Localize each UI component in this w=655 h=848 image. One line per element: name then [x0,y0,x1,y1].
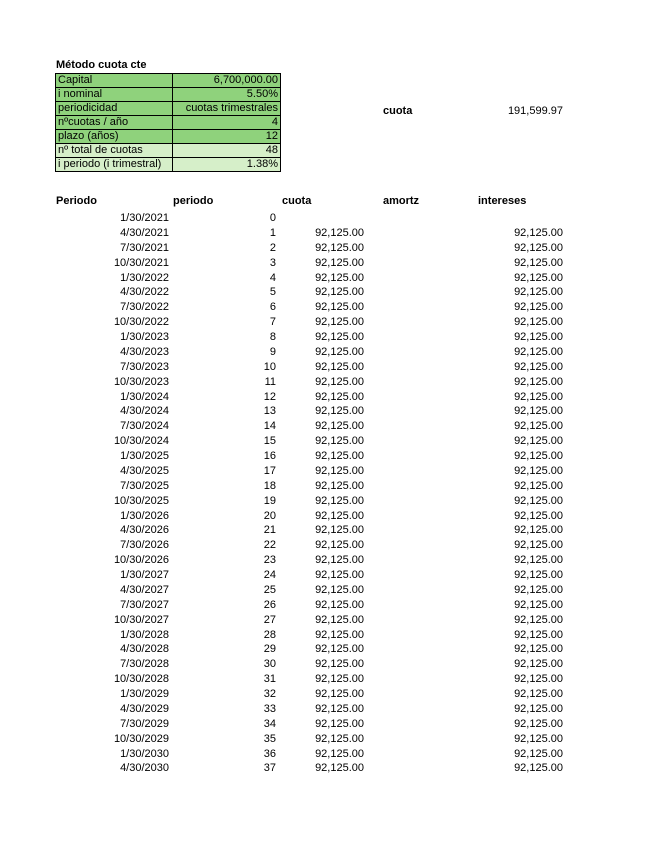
table-row [0,404,655,419]
cell-intereses[interactable]: 92,125.00 [514,509,563,522]
table-row [0,241,655,256]
table-row [0,449,655,464]
param-row [56,158,281,172]
cell-cuota[interactable]: 92,125.00 [315,688,364,700]
cell-intereses[interactable]: 92,125.00 [514,360,563,373]
cell-cuota[interactable]: 92,125.00 [315,435,364,448]
cell-cuota[interactable]: 92,125.00 [315,583,364,596]
cell-date[interactable]: 7/30/2028 [120,658,169,671]
cell-intereses[interactable]: 92,125.00 [514,628,563,641]
cell-period[interactable]: 13 [263,405,276,418]
cell-intereses[interactable]: 92,125.00 [514,658,563,671]
cell-period[interactable]: 0 [269,212,276,224]
cell-date[interactable]: 4/30/2028 [120,643,169,656]
cell-period[interactable]: 12 [263,390,276,403]
cell-cuota[interactable]: 92,125.00 [315,479,364,492]
cell-cuota[interactable]: 92,125.00 [315,658,364,671]
param-label[interactable]: nºcuotas / año [56,116,173,130]
table-row [0,271,655,286]
cell-cuota[interactable]: 92,125.00 [315,554,364,567]
cell-cuota[interactable]: 92,125.00 [315,450,364,462]
cell-period[interactable]: 11 [264,375,276,388]
cell-period[interactable]: 21 [263,524,276,537]
table-row [0,672,655,687]
param-row [56,102,281,116]
cell-period[interactable]: 37 [263,762,276,775]
cell-period[interactable]: 2 [269,241,276,254]
cell-date[interactable]: 1/30/2030 [120,747,169,760]
cell-date[interactable]: 4/30/2030 [120,762,169,775]
table-row [0,583,655,598]
cell-cuota[interactable]: 92,125.00 [315,539,364,552]
cell-date[interactable]: 4/30/2024 [120,405,169,418]
cell-intereses[interactable]: 92,125.00 [514,241,563,254]
cell-period[interactable]: 3 [269,256,276,269]
cell-date[interactable]: 10/30/2027 [113,613,169,626]
cell-date[interactable]: 1/30/2027 [120,569,169,581]
table-row [0,315,655,330]
cell-date[interactable]: 10/30/2022 [113,316,169,329]
cell-date[interactable]: 7/30/2024 [120,420,169,433]
cell-date[interactable]: 10/30/2026 [113,554,169,567]
cell-period[interactable]: 4 [269,271,276,284]
cell-date[interactable]: 1/30/2026 [120,509,169,522]
cell-intereses[interactable]: 92,125.00 [514,569,563,581]
cell-cuota[interactable]: 92,125.00 [315,464,364,477]
cell-intereses[interactable]: 92,125.00 [514,226,563,239]
param-label[interactable]: periodicidad [56,102,173,116]
cell-period[interactable]: 22 [263,539,276,552]
cell-period[interactable]: 30 [263,658,276,671]
table-row [0,330,655,345]
cell-period[interactable]: 36 [263,747,276,760]
cell-date[interactable]: 1/30/2029 [120,688,169,700]
cell-period[interactable]: 33 [263,702,276,715]
cell-period[interactable]: 24 [263,569,276,581]
cell-period[interactable]: 29 [263,643,276,656]
cell-intereses[interactable]: 92,125.00 [514,613,563,626]
cell-period[interactable]: 23 [263,554,276,567]
schedule-table [0,211,655,776]
cell-period[interactable]: 17 [263,464,276,477]
cell-cuota[interactable]: 92,125.00 [315,732,364,745]
table-row [0,568,655,583]
cell-cuota[interactable]: 92,125.00 [315,331,364,343]
param-row [56,144,281,158]
cell-intereses[interactable]: 92,125.00 [514,598,563,611]
cell-intereses[interactable]: 92,125.00 [514,539,563,552]
cell-date[interactable]: 10/30/2021 [113,256,169,269]
table-row [0,553,655,568]
cell-date[interactable]: 7/30/2023 [120,360,169,373]
cell-intereses[interactable]: 92,125.00 [514,301,563,314]
param-label[interactable]: i periodo (i trimestral) [56,158,173,172]
param-label[interactable]: Capital [56,74,173,88]
cell-intereses[interactable]: 92,125.00 [514,494,563,507]
param-value[interactable]: 1.38% [173,158,281,172]
table-row [0,464,655,479]
cell-period[interactable]: 16 [263,450,276,462]
table-row [0,687,655,702]
cell-intereses[interactable]: 92,125.00 [514,256,563,269]
cell-cuota[interactable]: 92,125.00 [315,316,364,329]
cell-period[interactable]: 14 [263,420,276,433]
param-value[interactable]: 6,700,000.00 [173,74,281,88]
cell-date[interactable]: 1/30/2025 [120,450,169,462]
cell-period[interactable]: 34 [263,717,276,730]
table-row [0,613,655,628]
cell-intereses[interactable]: 92,125.00 [514,420,563,433]
cell-date[interactable]: 7/30/2021 [120,241,169,254]
cell-intereses[interactable]: 92,125.00 [514,732,563,745]
cell-period[interactable]: 19 [263,494,276,507]
cell-cuota[interactable]: 92,125.00 [315,360,364,373]
cuota-summary-label: cuota [383,105,413,117]
cell-intereses[interactable]: 92,125.00 [514,524,563,537]
param-label[interactable]: i nominal [56,88,173,102]
param-value[interactable]: cuotas trimestrales [173,102,281,116]
cell-intereses[interactable]: 92,125.00 [514,405,563,418]
cell-date[interactable]: 4/30/2029 [120,702,169,715]
cell-date[interactable]: 1/30/2024 [120,390,169,403]
table-row [0,285,655,300]
cell-period[interactable]: 6 [269,301,276,314]
cell-intereses[interactable]: 92,125.00 [514,375,563,388]
cell-period[interactable]: 27 [263,613,276,626]
cell-date[interactable]: 1/30/2023 [120,331,169,343]
cell-date[interactable]: 7/30/2022 [120,301,169,314]
cell-cuota[interactable]: 92,125.00 [315,241,364,254]
table-row [0,657,655,672]
table-row [0,538,655,553]
cell-date[interactable]: 4/30/2021 [120,226,169,239]
param-value[interactable]: 5.50% [173,88,281,102]
cell-date[interactable]: 10/30/2024 [113,435,169,448]
cell-intereses[interactable]: 92,125.00 [514,435,563,448]
cell-date[interactable]: 10/30/2025 [113,494,169,507]
cell-cuota[interactable]: 92,125.00 [315,643,364,656]
cell-date[interactable]: 4/30/2026 [120,524,169,537]
cell-period[interactable]: 15 [263,435,276,448]
table-row [0,479,655,494]
cell-cuota[interactable]: 92,125.00 [315,747,364,760]
param-value[interactable]: 12 [173,130,281,144]
cell-date[interactable]: 7/30/2027 [120,598,169,611]
cell-cuota[interactable]: 92,125.00 [315,420,364,433]
table-row [0,509,655,524]
cell-intereses[interactable]: 92,125.00 [514,331,563,343]
table-row [0,256,655,271]
param-row [56,116,281,130]
table-row [0,434,655,449]
cell-cuota[interactable]: 92,125.00 [315,509,364,522]
cell-period[interactable]: 26 [263,598,276,611]
cell-cuota[interactable]: 92,125.00 [315,301,364,314]
table-row [0,702,655,717]
cell-period[interactable]: 32 [263,688,276,700]
table-row [0,761,655,776]
cell-date[interactable]: 1/30/2028 [120,628,169,641]
cell-intereses[interactable]: 92,125.00 [514,450,563,462]
cell-intereses[interactable]: 92,125.00 [514,643,563,656]
cell-intereses[interactable]: 92,125.00 [514,271,563,284]
table-row [0,390,655,405]
cell-date[interactable]: 7/30/2025 [120,479,169,492]
cell-date[interactable]: 1/30/2022 [120,271,169,284]
param-row [56,130,281,144]
cell-cuota[interactable]: 92,125.00 [315,762,364,775]
table-row [0,523,655,538]
cell-intereses[interactable]: 92,125.00 [514,747,563,760]
table-row [0,628,655,643]
parameters-table [55,73,281,172]
cell-period[interactable]: 20 [263,509,276,522]
cell-date[interactable]: 7/30/2026 [120,539,169,552]
cell-date[interactable]: 7/30/2029 [120,717,169,730]
header-intereses: intereses [478,195,527,207]
cell-period[interactable]: 35 [263,732,276,745]
cell-cuota[interactable]: 92,125.00 [315,390,364,403]
cell-cuota[interactable]: 92,125.00 [315,702,364,715]
param-row [56,74,281,88]
cell-intereses[interactable]: 92,125.00 [514,554,563,567]
cell-date[interactable]: 10/30/2023 [113,375,169,388]
table-row [0,494,655,509]
table-row [0,598,655,613]
cell-cuota[interactable]: 92,125.00 [315,271,364,284]
cell-period[interactable]: 1 [269,226,276,239]
table-row [0,360,655,375]
table-row [0,211,655,226]
table-row [0,717,655,732]
cell-period[interactable]: 7 [269,316,276,329]
table-row [0,419,655,434]
table-row [0,345,655,360]
cell-date[interactable]: 4/30/2025 [120,464,169,477]
table-row [0,747,655,762]
cell-cuota[interactable]: 92,125.00 [315,673,364,686]
cell-period[interactable]: 5 [269,286,276,299]
header-cuota: cuota [282,195,312,207]
cell-period[interactable]: 31 [263,673,276,686]
cell-cuota[interactable]: 92,125.00 [315,494,364,507]
cell-cuota[interactable]: 92,125.00 [315,628,364,641]
cell-intereses[interactable]: 92,125.00 [514,286,563,299]
sheet-title: Método cuota cte [56,59,147,71]
cell-period[interactable]: 9 [269,345,276,358]
header-amortz: amortz [383,195,420,207]
cell-intereses[interactable]: 92,125.00 [514,390,563,403]
table-row [0,642,655,657]
cell-date[interactable]: 10/30/2028 [113,673,169,686]
cell-cuota[interactable]: 92,125.00 [315,598,364,611]
param-label[interactable]: plazo (años) [56,130,173,144]
cell-intereses[interactable]: 92,125.00 [514,316,563,329]
cell-cuota[interactable]: 92,125.00 [315,375,364,388]
param-label[interactable]: nº total de cuotas [56,144,173,158]
cell-date[interactable]: 4/30/2027 [120,583,169,596]
cell-intereses[interactable]: 92,125.00 [514,583,563,596]
table-row [0,300,655,315]
cell-intereses[interactable]: 92,125.00 [514,702,563,715]
table-row [0,226,655,241]
cell-period[interactable]: 25 [263,583,276,596]
cell-date[interactable]: 4/30/2022 [120,286,169,299]
cell-cuota[interactable]: 92,125.00 [315,256,364,269]
cell-intereses[interactable]: 92,125.00 [514,688,563,700]
cell-cuota[interactable]: 92,125.00 [315,226,364,239]
cell-period[interactable]: 8 [269,331,276,343]
cell-period[interactable]: 18 [263,479,276,492]
table-row [0,732,655,747]
cell-date[interactable]: 10/30/2029 [113,732,169,745]
cell-intereses[interactable]: 92,125.00 [514,479,563,492]
cell-intereses[interactable]: 92,125.00 [514,673,563,686]
cell-intereses[interactable]: 92,125.00 [514,762,563,775]
cell-cuota[interactable]: 92,125.00 [315,524,364,537]
cell-cuota[interactable]: 92,125.00 [315,569,364,581]
cuota-summary-value[interactable]: 191,599.97 [507,105,563,117]
table-row [0,375,655,390]
cell-cuota[interactable]: 92,125.00 [315,717,364,730]
param-value[interactable]: 48 [173,144,281,158]
cell-intereses[interactable]: 92,125.00 [514,717,563,730]
cell-cuota[interactable]: 92,125.00 [315,345,364,358]
cell-period[interactable]: 28 [263,628,276,641]
param-value[interactable]: 4 [173,116,281,130]
cell-intereses[interactable]: 92,125.00 [514,345,563,358]
cell-intereses[interactable]: 92,125.00 [514,464,563,477]
param-row [56,88,281,102]
cell-date[interactable]: 1/30/2021 [120,212,169,224]
cell-date[interactable]: 4/30/2023 [120,345,169,358]
cell-cuota[interactable]: 92,125.00 [315,405,364,418]
cell-cuota[interactable]: 92,125.00 [315,286,364,299]
cell-cuota[interactable]: 92,125.00 [315,613,364,626]
header-periodo-fecha: Periodo [56,195,97,207]
header-periodo: periodo [173,195,214,207]
cell-period[interactable]: 10 [263,360,276,373]
